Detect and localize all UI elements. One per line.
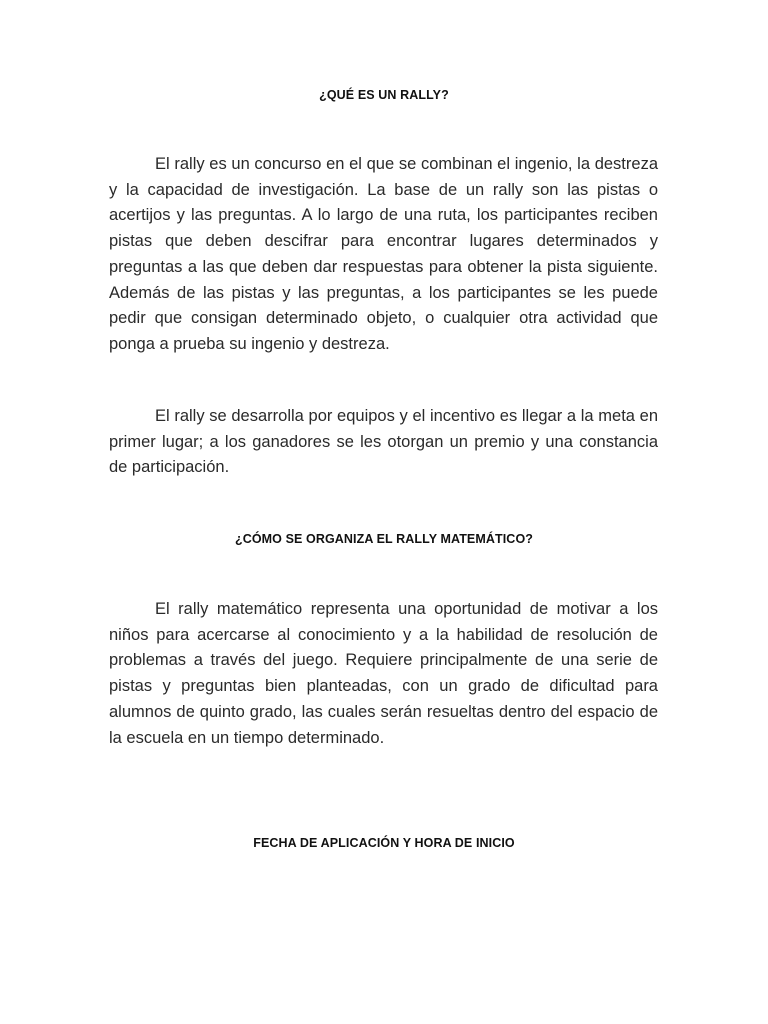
heading-que-es-un-rally: ¿QUÉ ES UN RALLY? <box>319 88 449 102</box>
paragraph-rally-teams: El rally se desarrolla por equipos y el incentivo es llegar a la meta en primer lugar; a los ganadores se les otorgan un premio y una constancia de participación. <box>109 407 658 477</box>
heading-fecha-aplicacion: FECHA DE APLICACIÓN Y HORA DE INICIO <box>253 836 515 850</box>
heading-como-se-organiza: ¿CÓMO SE ORGANIZA EL RALLY MATEMÁTICO? <box>234 532 533 546</box>
paragraph-rally-definition: El rally es un concurso en el que se combinan el ingenio, la destreza y la capacidad de investigación. La base de un rally son las pistas o acertijos y las preguntas. A lo largo de una ruta, los participantes reciben pistas que deben descifrar para encontrar lugares determinados y preguntas a las que deben dar respuestas para obtener la pista siguiente. Además de las pistas y las preguntas, a los participantes se les puede pedir que consigan determinado objeto, o cualquier otra actividad que ponga a prueba su ingenio y destreza. <box>109 155 658 353</box>
paragraph-rally-matematico: El rally matemático representa una oportunidad de motivar a los niños para acercarse al conocimiento y a la habilidad de resolución de problemas a través del juego. Requiere principalmente de una serie de pistas y preguntas bien planteadas, con un grado de dificultad para alumnos de quinto grado, las cuales serán resueltas dentro del espacio de la escuela en un tiempo determinado. <box>109 600 658 747</box>
